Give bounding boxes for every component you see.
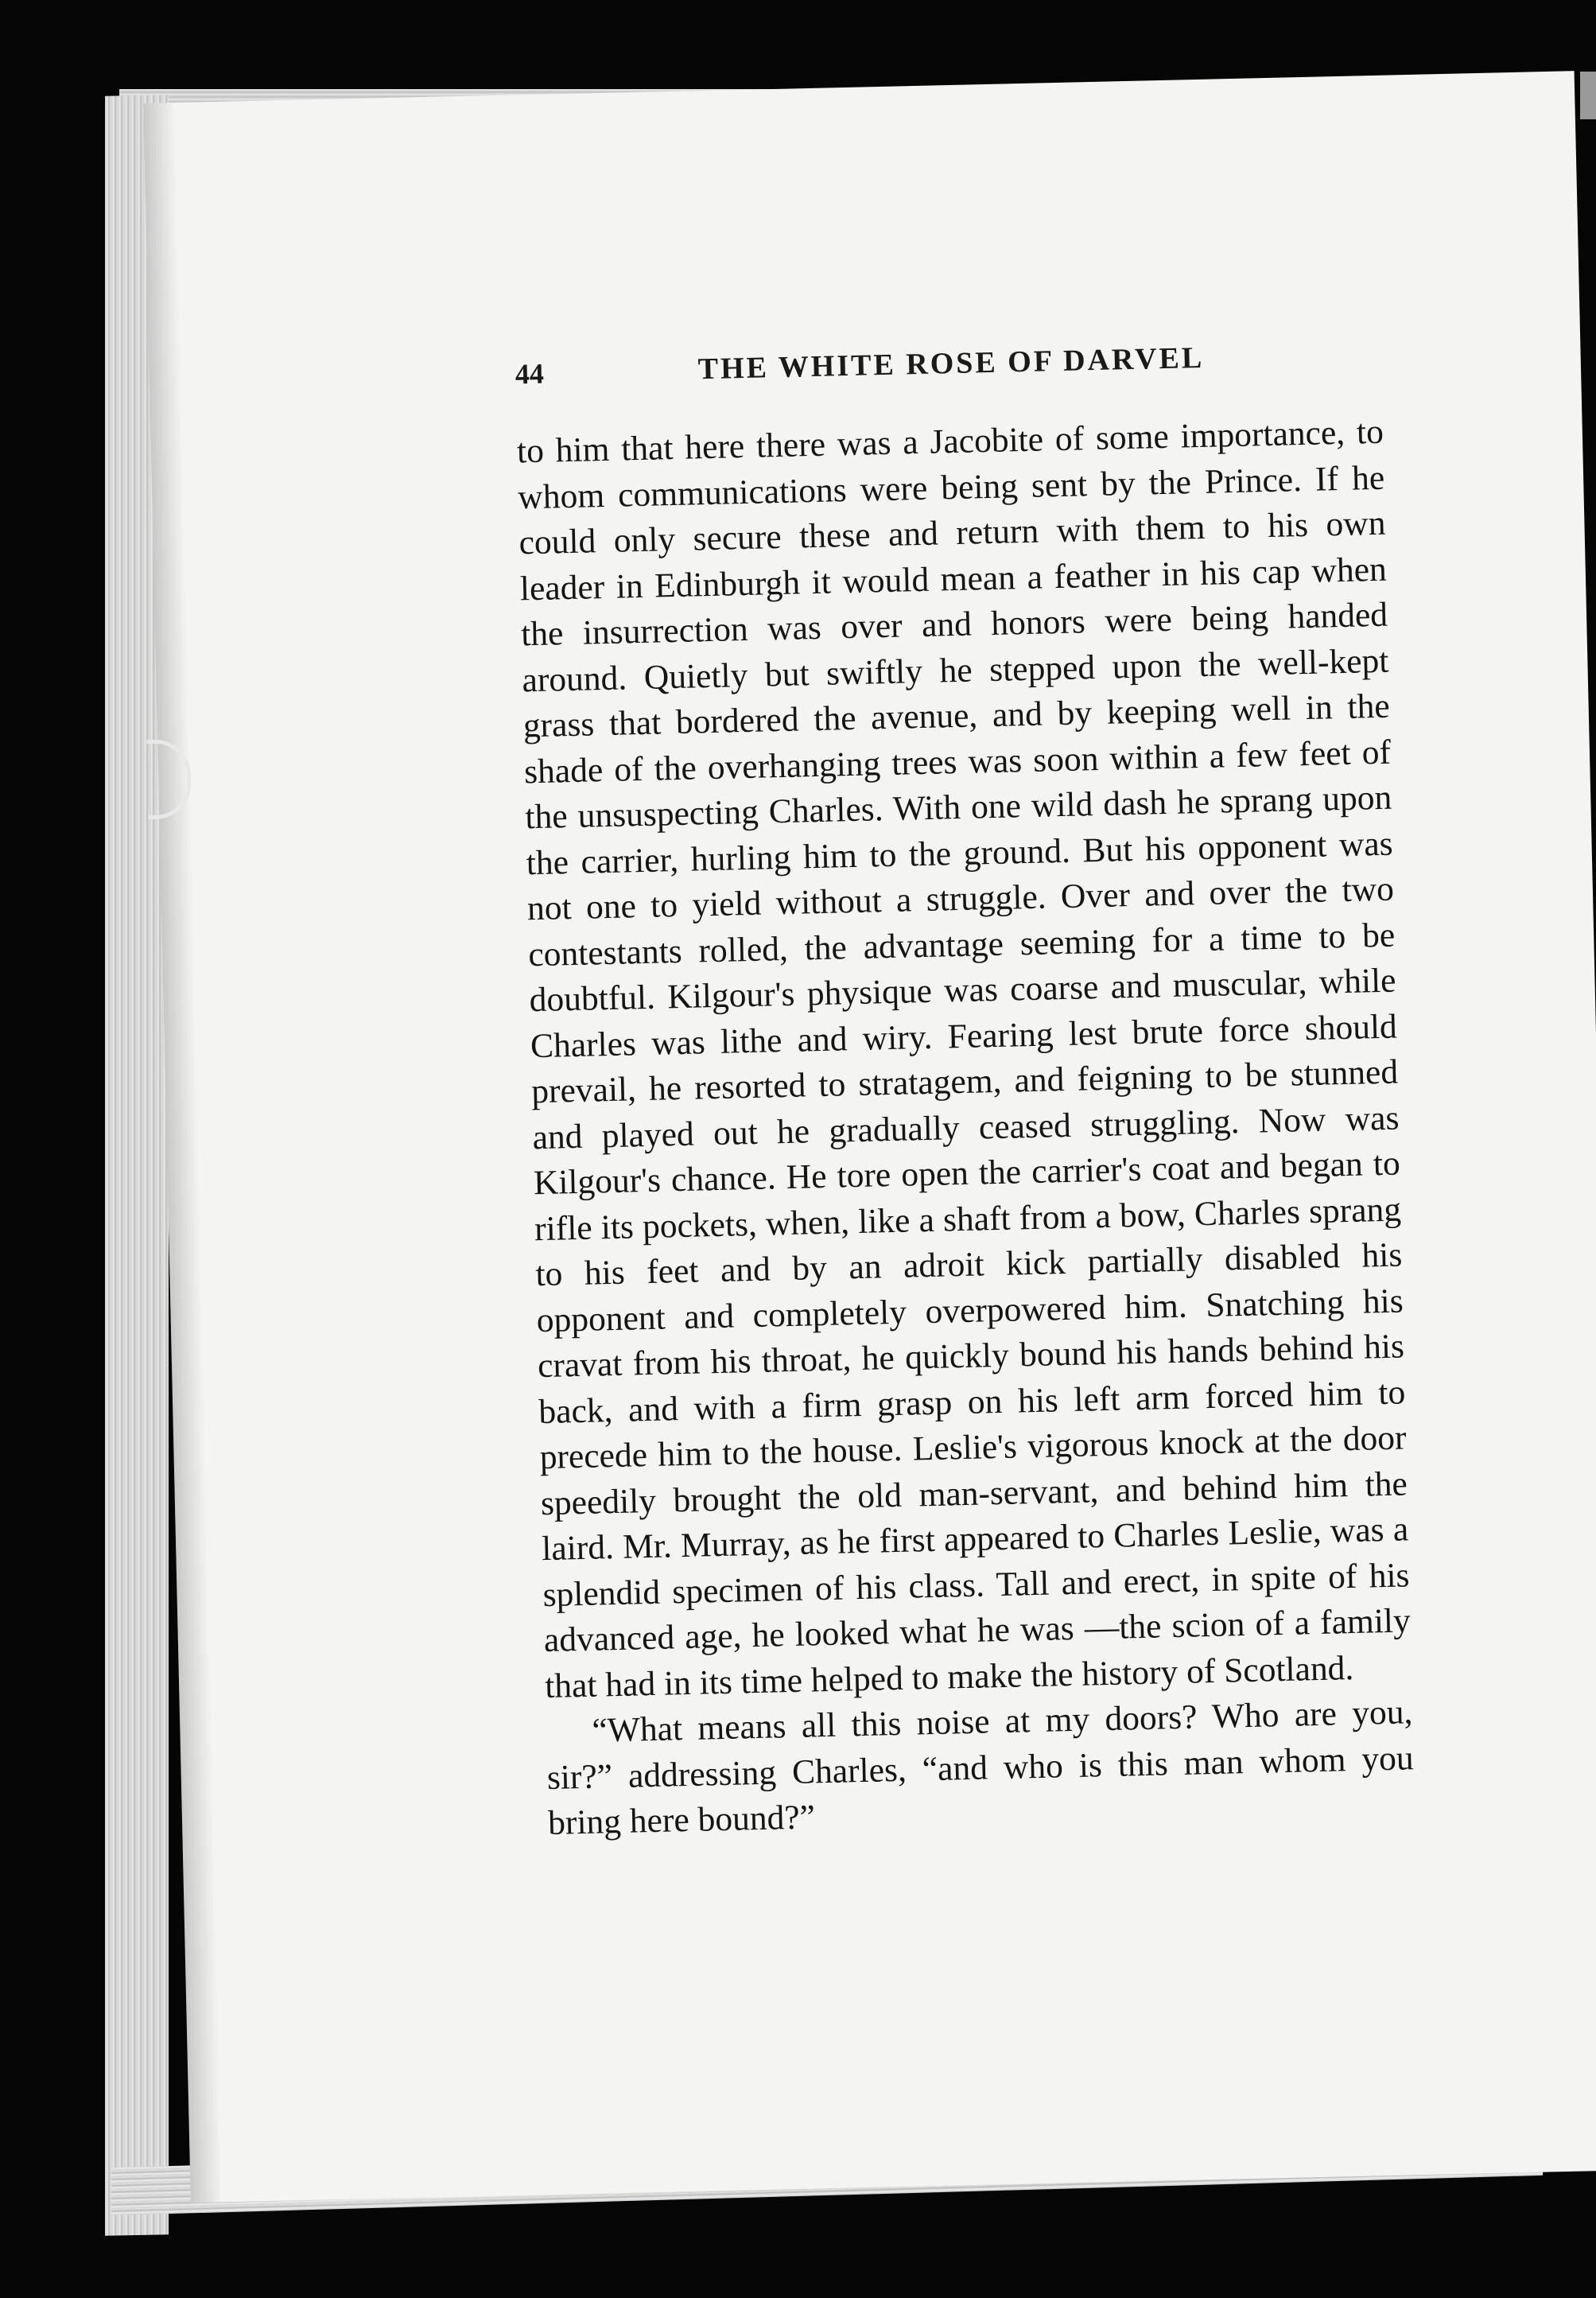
paragraph: to him that here there was a Jacobite of some importance, to whom communications were being sent by the Prince. If he could only secure these and return with them to his own leader in Edinburgh it would mean a feather in his cap when the insurrection was over and honors were being handed around. Quietly but swiftly he stepped upon the well-kept grass that bordered the avenue, and by keeping well in the shade of the overhanging trees was soon within a few feet of the unsuspecting Charles. With one wild dash he sprang upon the carrier, hurling him to the ground. But his opponent was not one to yield without a struggle. Over and over the two contestants rolled, the advantage seeming for a time to be doubtful. Kilgour's physique was coarse and muscular, while Charles was lithe and wiry. Fearing lest brute force should prevail, he resorted to stratagem, and feigning to be stunned and played out he gradually ceased struggling. Now was Kilgour's chance. He tore open the carrier's coat and began to rifle its pockets, when, like a shaft from a bow, Charles sprang to his feet and by an adroit kick partially disabled his opponent and completely overpowered him. Snatching his cravat from his throat, he quickly bound his hands behind his back, and with a firm grasp on his left arm forced him to precede him to the house. Leslie's vigorous knock at the door speedily brought the old man-servant, and behind him the laird. Mr. Murray, as he first appeared to Charles Leslie, was a splendid specimen of his class. Tall and erect, in spite of his advanced age, he looked what he was —the scion of a family that had in its time helped to make the history of Scotland.	[516, 412, 1412, 1705]
book-page	[143, 71, 1596, 2203]
page-number: 44	[515, 357, 545, 391]
running-head: THE WHITE ROSE OF DARVEL	[697, 340, 1205, 387]
body-text	[516, 410, 1415, 1847]
page-header	[515, 334, 1549, 405]
scan-edge-mark	[1580, 72, 1596, 119]
paragraph: “What means all this noise at my doors? Who are you, sir?” addressing Charles, “and who is this man whom you bring here bound?”	[546, 1693, 1415, 1842]
